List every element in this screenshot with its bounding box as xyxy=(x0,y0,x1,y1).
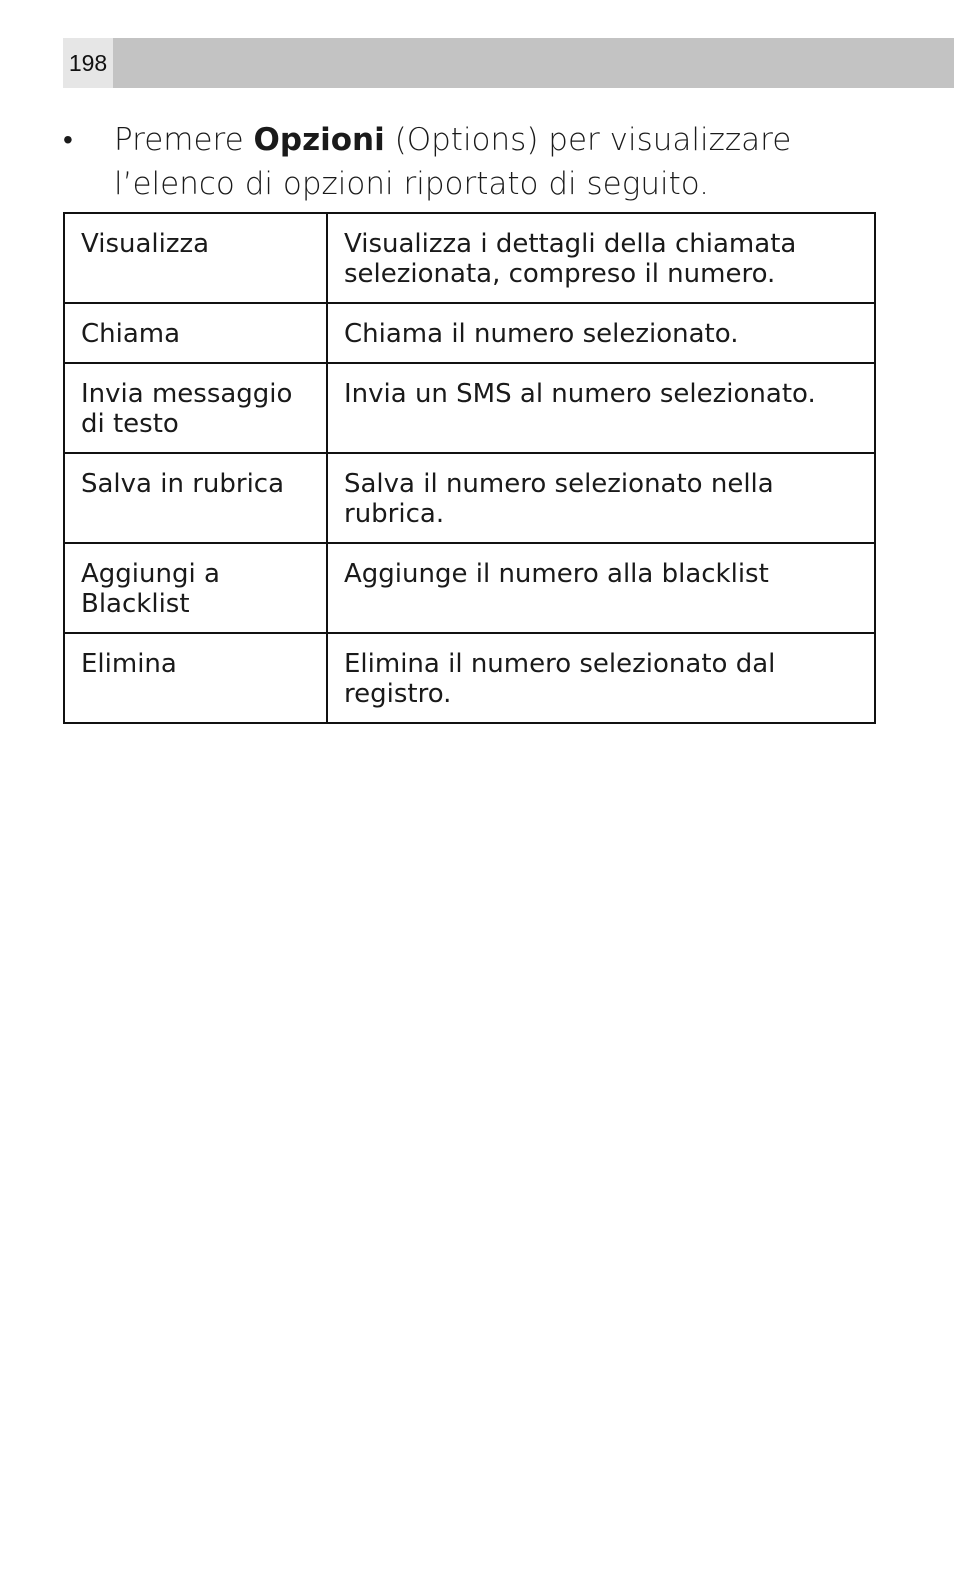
page-number: 198 xyxy=(63,38,113,88)
table-row xyxy=(64,543,875,633)
options-keyword: Opzioni xyxy=(253,122,385,158)
option-name: Aggiungi a Blacklist xyxy=(64,543,327,633)
table-row xyxy=(64,363,875,453)
bullet-icon: • xyxy=(63,123,73,156)
option-description: Chiama il numero selezionato. xyxy=(327,303,875,363)
option-description: Visualizza i dettagli della chiamata selezionata, compreso il numero. xyxy=(327,213,875,303)
option-description: Salva il numero selezionato nella rubrica. xyxy=(327,453,875,543)
page-header-bar xyxy=(63,38,954,88)
option-name: Elimina xyxy=(64,633,327,723)
option-name: Chiama xyxy=(64,303,327,363)
option-name: Visualizza xyxy=(64,213,327,303)
option-name: Invia messaggio di testo xyxy=(64,363,327,453)
table-row xyxy=(64,453,875,543)
table-row xyxy=(64,633,875,723)
option-name: Salva in rubrica xyxy=(64,453,327,543)
instruction-suffix: (Options) per visualizzare l’elenco di opzioni riportato di seguito. xyxy=(114,122,792,202)
table-row xyxy=(64,303,875,363)
option-description: Invia un SMS al numero selezionato. xyxy=(327,363,875,453)
option-description: Elimina il numero selezionato dal registro. xyxy=(327,633,875,723)
instruction-bullet xyxy=(63,118,878,206)
instruction-text xyxy=(114,118,878,206)
options-table xyxy=(63,212,876,724)
instruction-prefix: Premere xyxy=(114,122,254,158)
option-description: Aggiunge il numero alla blacklist xyxy=(327,543,875,633)
table-row xyxy=(64,213,875,303)
